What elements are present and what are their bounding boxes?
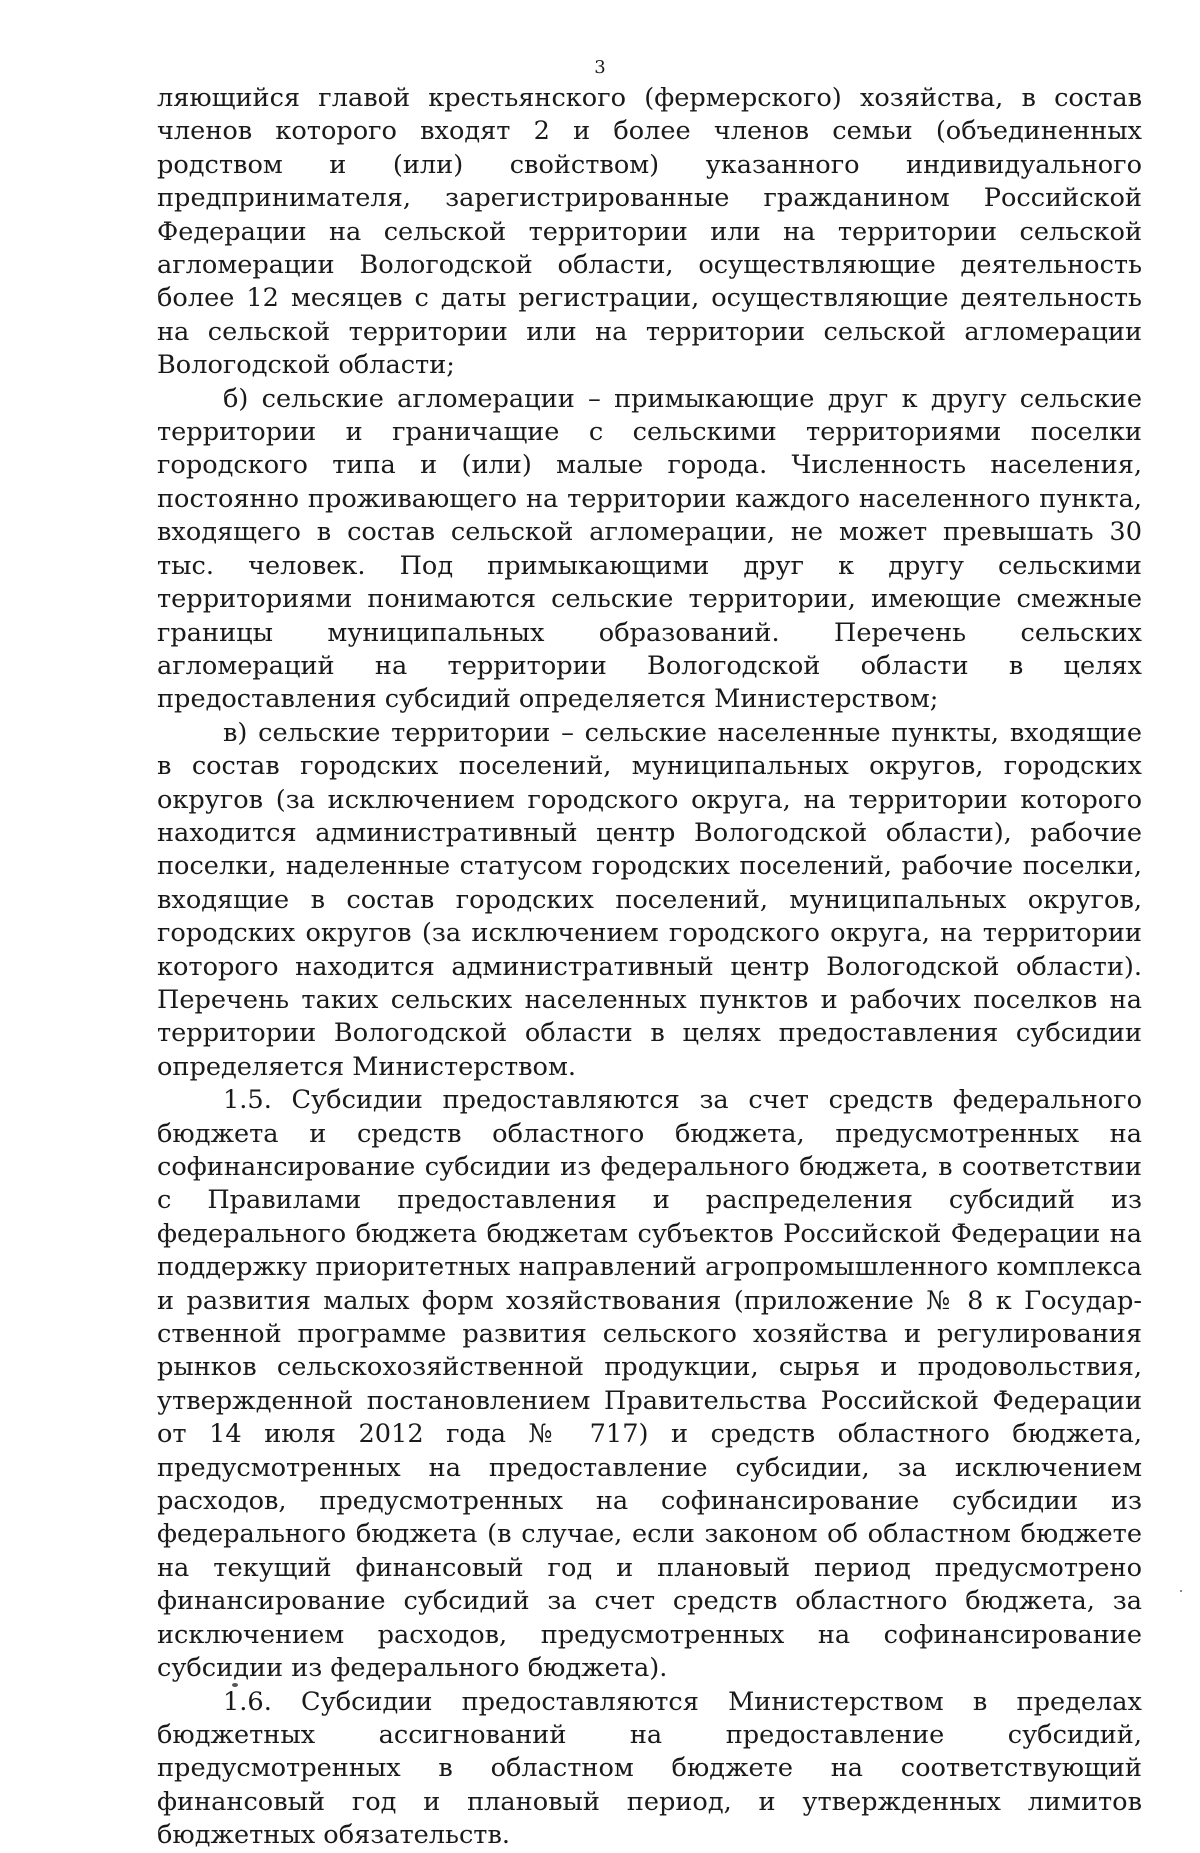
paragraph-continuation: ляющийся главой крестьянского (фермерского) хозяйства, в состав членов которого входят 2 и более членов семьи (объединенных родством и (или) свойством) указанного индивидуального предпринимателя, зарегистрированные гражданином Российской Федерации на сельской территории или на территории сельской агломерации Вологодской области, осуществляющие деятельность более 12 месяцев с даты регистрации, осуществляющие деятельность на сельской территории или на территории сельской агломерации Вологодской области; xyxy=(157,83,1142,381)
scan-speck-mark xyxy=(232,1683,238,1687)
paragraph-v-rural-territories: в) сельские территории – сельские населенные пункты, входящие в состав городских поселений, муниципальных округов, городских округов (за исключением городского округа, на территории которого находится административный центр Вологодской области), рабочие поселки, наделенные статусом городских поселений, рабочие поселки, входящие в состав городских поселений, муниципальных округов, городских округов (за исключением городского округа, на территории которого находится административный центр Вологодской области). Перечень таких сельских населенных пунктов и рабочих поселков на территории Вологодской области в целях предоставления субсидии определяется Министерством. xyxy=(157,717,1142,1082)
scan-dot-mark xyxy=(1180,1590,1182,1592)
page-number: 3 xyxy=(594,57,606,78)
paragraph-1-6-subsidy-limits: 1.6. Субсидии предоставляются Министерством в пределах бюджетных ассигнований на предоставление субсидий, предусмотренных в областном бюджете на соответствующий финансовый год и плановый период, и утвержденных лимитов бюджетных обязательств. xyxy=(157,1686,1142,1851)
paragraph-1-5-subsidy-sources: 1.5. Субсидии предоставляются за счет средств федерального бюджета и средств областного бюджета, предусмотренных на софинансирование субсидии из федерального бюджета, в соответствии с Правилами предоставления и распределения субсидий из федерального бюджета бюджетам субъектов Российской Федерации на поддержку приоритетных направлений агропромышленного комплекса и развития малых форм хозяйствования (приложение № 8 к Государственной программе развития сельского хозяйства и регулирования рынков сельскохозяйственной продукции, сырья и продовольствия, утвержденной постановлением Правительства Российской Федерации от 14 июля 2012 года № 717) и средств областного бюджета, предусмотренных на предоставление субсидии, за исключением расходов, предусмотренных на софинансирование субсидии из федерального бюджета (в случае, если законом об областном бюджете на текущий финансовый год и плановый период предусмотрено финансирование субсидий за счет средств областного бюджета, за исключением расходов, предусмотренных на софинансирование субсидии из федерального бюджета). xyxy=(157,1085,1142,1684)
paragraph-b-rural-agglomerations: б) сельские агломерации – примыкающие друг к другу сельские территории и граничащие с сельскими территориями поселки городского типа и (или) малые города. Численность населения, постоянно проживающего на территории каждого населенного пункта, входящего в состав сельской агломерации, не может превышать 30 тыс. человек. Под примыкающими друг к другу сельскими территориями понимаются сельские территории, имеющие смежные границы муниципальных образований. Перечень сельских агломераций на территории Вологодской области в целях предоставления субсидий определяется Министерством; xyxy=(157,383,1142,715)
document-body xyxy=(157,82,1142,1853)
